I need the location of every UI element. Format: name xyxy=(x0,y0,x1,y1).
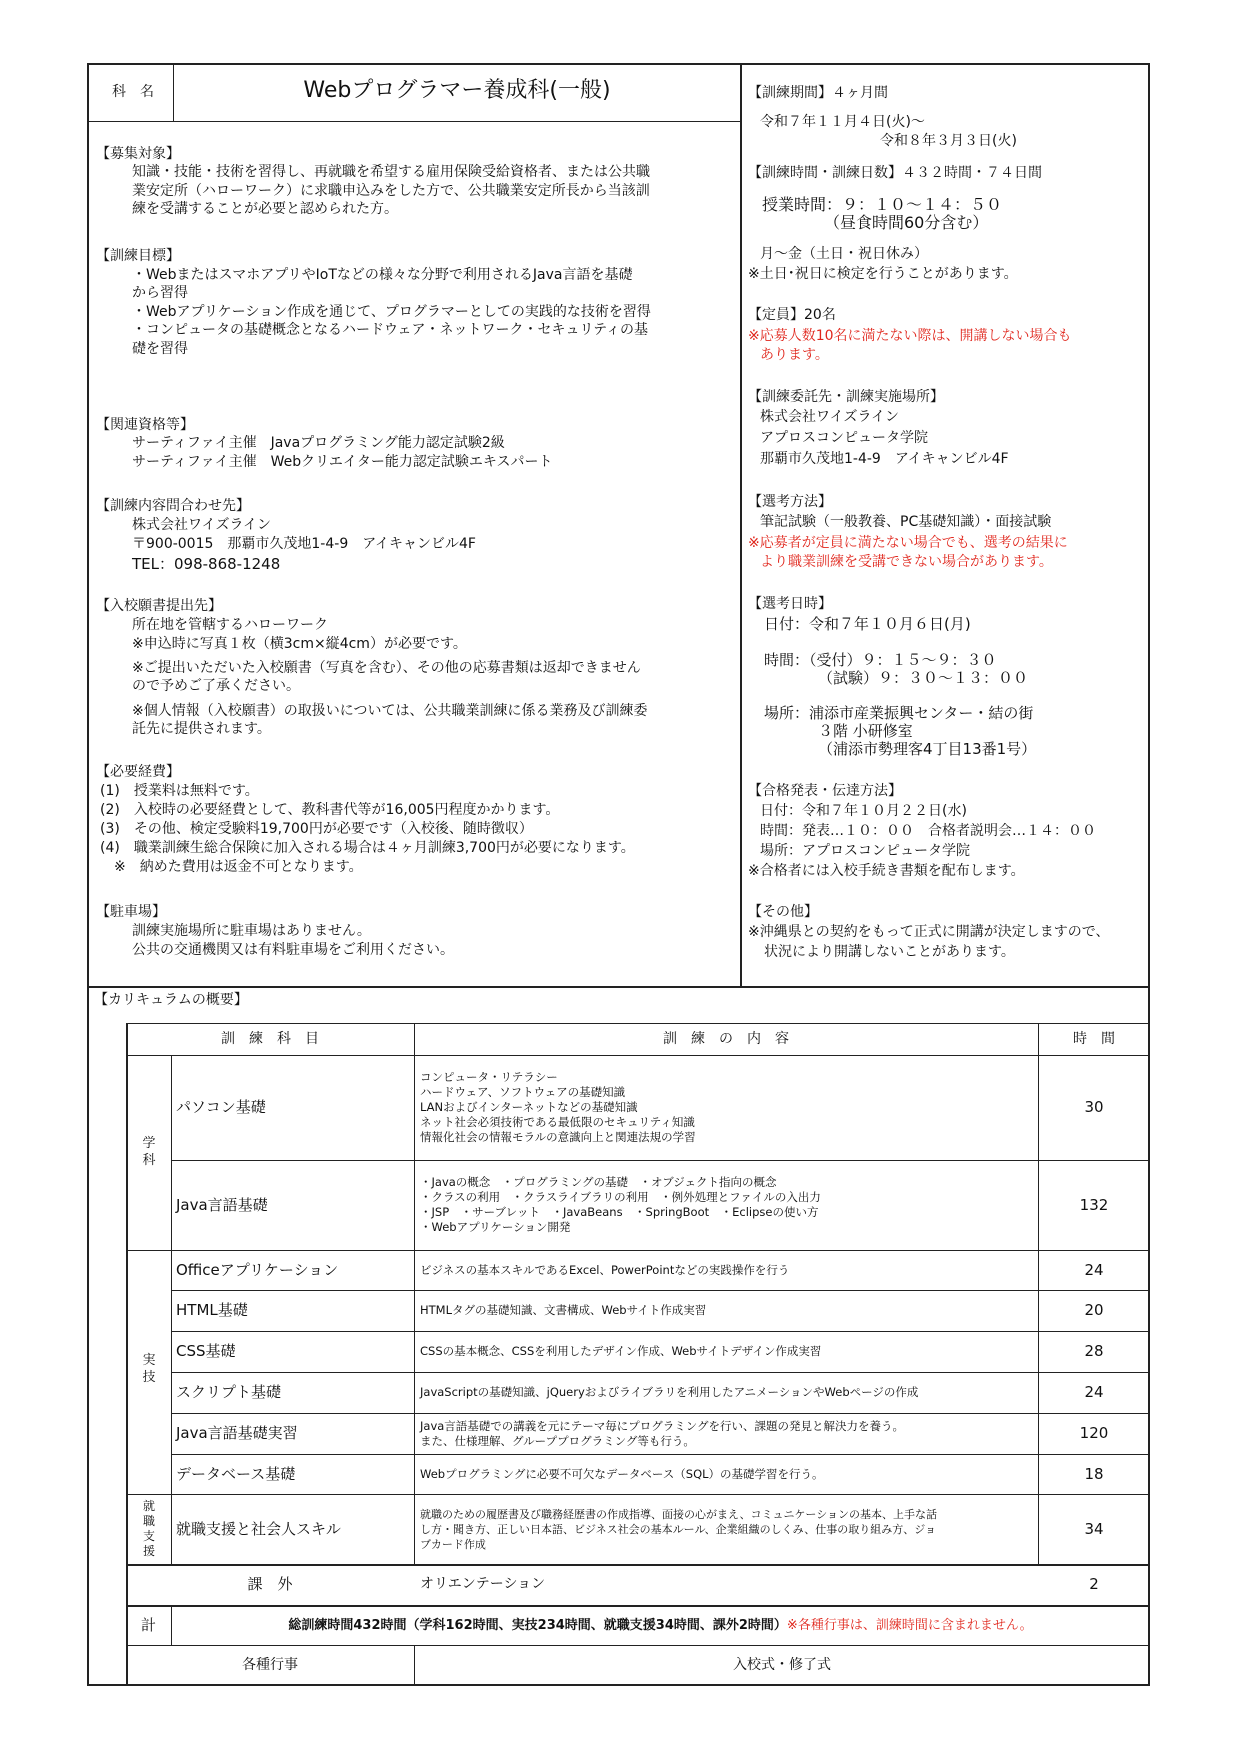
curriculum-heading: 【カリキュラムの概要】 xyxy=(94,992,248,1008)
qualification-item: サーティファイ主催 Webクリエイター能力認定試験エキスパート xyxy=(132,454,553,470)
selection-note: ※応募者が定員に満たない場合でも、選考の結果に xyxy=(748,535,1068,551)
goals-line: から習得 xyxy=(132,285,188,301)
recruit-line: 知識・技能・技術を習得し、再就職を希望する雇用保険受給資格者、または公共職 xyxy=(132,164,650,180)
other-line: ※沖縄県との契約をもって正式に開講が決定しますので、 xyxy=(748,924,1110,940)
row-hours: 132 xyxy=(1079,1195,1109,1214)
row-content-line: し方・聞き方、正しい日本語、ビジネス社会の基本ルール、企業組織のしくみ、仕事の取り組み方、ジョ xyxy=(420,1522,937,1536)
recruit-heading: 【募集対象】 xyxy=(96,146,180,162)
total-note: ※各種行事は、訓練時間に含まれません。 xyxy=(786,1617,1033,1633)
row-content xyxy=(420,1494,1036,1564)
events-value-cell xyxy=(414,1645,1150,1686)
announcement-note: ※合格者には入校手続き書類を配布します。 xyxy=(748,863,1025,879)
row-hours-cell xyxy=(1038,1250,1150,1290)
announcement-line: 日付：令和７年１０月２２日(水) xyxy=(760,803,967,819)
period-heading: 【訓練期間】４ヶ月間 xyxy=(748,85,888,101)
row-hours-cell xyxy=(1038,1290,1150,1331)
group-gakka: 学科 xyxy=(142,1136,156,1168)
table-row xyxy=(176,1494,412,1564)
row-subject: Officeアプリケーション xyxy=(176,1260,339,1279)
training-days: 月～金（土日・祝日休み） xyxy=(760,246,928,262)
table-line xyxy=(171,1055,172,1564)
capacity-heading: 【定員】20名 xyxy=(748,307,836,323)
application-note: ※ご提出いただいた入校願書（写真を含む）、その他の応募書類は返却できません xyxy=(132,660,641,676)
row-hours-cell xyxy=(1038,1564,1150,1605)
selection-note: より職業訓練を受講できない場合があります。 xyxy=(760,554,1053,570)
inquiry-heading: 【訓練内容問合わせ先】 xyxy=(96,498,250,514)
row-hours-cell xyxy=(1038,1494,1150,1564)
row-content-line: ・JSP ・サーブレット ・JavaBeans ・SpringBoot ・Eclipseの使い方 xyxy=(420,1205,819,1219)
group-shushoku: 就職支援 xyxy=(142,1499,155,1558)
row-content-line: ・Webアプリケーション開発 xyxy=(420,1220,571,1234)
application-heading: 【入校願書提出先】 xyxy=(96,598,222,614)
cost-note: ※ 納めた費用は返金不可となります。 xyxy=(100,859,363,875)
header-subject-label: 訓 練 科 目 xyxy=(221,1030,319,1047)
row-content-line: ハードウェア、ソフトウェアの基礎知識 xyxy=(420,1085,626,1099)
cost-item: (3) その他、検定受験料19,700円が必要です（入校後、随時徴収） xyxy=(100,821,533,837)
row-hours-cell xyxy=(1038,1160,1150,1250)
row-content xyxy=(420,1564,1036,1605)
other-line: 状況により開講しないことがあります。 xyxy=(764,944,1015,960)
row-content-line: 就職のための履歴書及び職務経歴書の作成指導、面接の心がまえ、コミュニケーションの基本、上手な話 xyxy=(420,1507,937,1521)
other-heading: 【その他】 xyxy=(748,904,818,920)
total-cell xyxy=(171,1605,1150,1645)
announcement-line: 時間：発表…１０：００ 合格者説明会…１４：００ xyxy=(760,823,1096,839)
total-text: 総訓練時間432時間（学科162時間、実技234時間、就職支援34時間、課外2時間） xyxy=(288,1617,787,1633)
class-time: 授業時間：９：１０～１４：５０ xyxy=(762,195,1003,214)
course-label: 科 名 xyxy=(112,84,154,100)
inquiry-tel: TEL：098-868-1248 xyxy=(132,555,281,573)
inquiry-address: 〒900-0015 那覇市久茂地1-4-9 アイキャンビル4F xyxy=(132,536,476,552)
selection-place: 場所：浦添市産業振興センター・結の街 xyxy=(764,704,1034,722)
contractor-line: 株式会社ワイズライン xyxy=(760,409,900,425)
header-content-label: 訓 練 の 内 容 xyxy=(663,1030,789,1047)
inquiry-company: 株式会社ワイズライン xyxy=(132,517,272,533)
table-row xyxy=(176,1331,412,1372)
row-content-line: LANおよびインターネットなどの基礎知識 xyxy=(420,1100,638,1114)
table-row xyxy=(176,1372,412,1413)
goals-line: ・コンピュータの基礎概念となるハードウェア・ネットワーク・セキュリティの基 xyxy=(132,322,649,338)
period-start: 令和７年１１月４日(火)～ xyxy=(760,114,925,130)
qualifications-heading: 【関連資格等】 xyxy=(96,417,194,433)
events-label: 各種行事 xyxy=(242,1657,298,1673)
row-hours-cell xyxy=(1038,1372,1150,1413)
goals-heading: 【訓練目標】 xyxy=(96,248,180,264)
course-title: Webプログラマー養成科(一般) xyxy=(303,78,611,103)
recruit-line: 業安定所（ハローワーク）に求職申込みをした方で、公共職業安定所長から当該訓 xyxy=(132,183,650,199)
row-hours-cell xyxy=(1038,1454,1150,1494)
table-row xyxy=(176,1290,412,1331)
cost-item: (1) 授業料は無料です。 xyxy=(100,783,259,799)
capacity-note: ※応募人数10名に満たない際は、開講しない場合も xyxy=(748,328,1072,344)
table-row xyxy=(176,1250,412,1290)
capacity-note: あります。 xyxy=(760,347,829,363)
goals-line: ・Webアプリケーション作成を通じて、プログラマーとしての実践的な技術を習得 xyxy=(132,304,651,320)
selection-time-reception: 時間：（受付）９：１５～９：３０ xyxy=(764,651,997,669)
title-row-divider xyxy=(87,121,740,122)
selection-date: 日付：令和７年１０月６日(月) xyxy=(764,615,971,633)
events-value: 入校式・修了式 xyxy=(733,1657,831,1673)
announcement-line: 場所：アプロスコンピュータ学院 xyxy=(760,843,970,859)
table-row xyxy=(176,1055,412,1160)
goals-line: 礎を習得 xyxy=(132,341,188,357)
row-content xyxy=(420,1331,1036,1372)
recruit-line: 練を受講することが必要と認められた方。 xyxy=(132,201,398,217)
total-label-cell xyxy=(126,1605,171,1645)
costs-heading: 【必要経費】 xyxy=(96,764,180,780)
row-hours: 2 xyxy=(1089,1575,1099,1593)
table-row xyxy=(176,1160,412,1250)
row-content-line: ブカード作成 xyxy=(420,1537,486,1551)
row-content-line: ネット社会必須技術である最低限のセキュリティ知識 xyxy=(420,1115,695,1129)
row-content xyxy=(420,1250,1036,1290)
application-note: ので予めご了承ください。 xyxy=(132,678,300,694)
row-content-line: また、仕様理解、グループプログラミング等も行う。 xyxy=(420,1433,695,1448)
row-subject: パソコン基礎 xyxy=(176,1098,266,1116)
selection-date-heading: 【選考日時】 xyxy=(748,596,832,612)
hours-note: ※土日･祝日に検定を行うことがあります。 xyxy=(748,266,1018,282)
row-content-line: コンピュータ・リテラシー xyxy=(420,1070,558,1084)
selection-method: 筆記試験（一般教養、PC基礎知識）・面接試験 xyxy=(760,514,1052,530)
table-row xyxy=(176,1413,412,1454)
total-label: 計 xyxy=(140,1615,156,1634)
selection-place-address: （浦添市勢理客4丁目13番1号） xyxy=(818,740,1037,758)
row-hours: 18 xyxy=(1084,1464,1104,1483)
qualification-item: サーティファイ主催 Javaプログラミング能力認定試験2級 xyxy=(132,435,505,451)
row-hours: 20 xyxy=(1084,1301,1104,1319)
header-hours-label: 時 間 xyxy=(1073,1030,1115,1047)
contractor-heading: 【訓練委託先・訓練実施場所】 xyxy=(748,389,944,405)
row-subject: 課 外 xyxy=(247,1575,293,1593)
header-subject xyxy=(126,1023,414,1055)
row-hours: 24 xyxy=(1084,1260,1104,1279)
group-jitsugi: 実技 xyxy=(142,1353,156,1385)
parking-line: 公共の交通機関又は有料駐車場をご利用ください。 xyxy=(132,942,454,958)
row-content xyxy=(420,1290,1036,1331)
row-content xyxy=(420,1055,1036,1160)
row-content-line: ・Javaの概念 ・プログラミングの基礎 ・オブジェクト指向の概念 xyxy=(420,1175,777,1189)
row-content-line: Webプログラミングに必要不可欠なデータベース（SQL）の基礎学習を行う。 xyxy=(420,1466,824,1481)
table-row xyxy=(126,1564,414,1605)
hours-heading: 【訓練時間・訓練日数】４３２時間・７４日間 xyxy=(748,165,1042,181)
application-note: ※個人情報（入校願書）の取扱いについては、公共職業訓練に係る業務及び訓練委 xyxy=(132,703,648,719)
announcement-heading: 【合格発表・伝達方法】 xyxy=(748,783,902,799)
parking-line: 訓練実施場所に駐車場はありません。 xyxy=(132,923,371,939)
row-content-line: 情報化社会の情報モラルの意識向上と関連法規の学習 xyxy=(420,1130,696,1144)
row-content-line: HTMLタグの基礎知識、文書構成、Webサイト作成実習 xyxy=(420,1303,707,1317)
row-content-line: Java言語基礎での講義を元にテーマ毎にプログラミングを行い、課題の発見と解決力を養う。 xyxy=(420,1418,905,1433)
cost-item: (2) 入校時の必要経費として、教科書代等が16,005円程度かかります。 xyxy=(100,802,560,818)
row-hours: 30 xyxy=(1084,1098,1104,1116)
row-hours: 34 xyxy=(1084,1519,1104,1538)
row-hours: 24 xyxy=(1084,1383,1104,1401)
row-content xyxy=(420,1160,1036,1250)
row-subject: スクリプト基礎 xyxy=(176,1383,282,1401)
header-hours xyxy=(1038,1023,1150,1055)
row-hours: 120 xyxy=(1079,1424,1109,1442)
row-subject: Java言語基礎実習 xyxy=(176,1424,298,1442)
row-subject: CSS基礎 xyxy=(176,1342,236,1360)
row-content xyxy=(420,1454,1036,1494)
goals-line: ・WebまたはスマホアプリやIoTなどの様々な分野で利用されるJava言語を基礎 xyxy=(132,267,633,283)
row-subject: 就職支援と社会人スキル xyxy=(176,1519,341,1538)
row-hours-cell xyxy=(1038,1055,1150,1160)
section-divider xyxy=(87,986,1150,988)
selection-place-room: ３階 小研修室 xyxy=(818,722,913,740)
row-content-line: CSSの基本概念、CSSを利用したデザイン作成、Webサイトデザイン作成実習 xyxy=(420,1344,822,1358)
application-note: 託先に提供されます。 xyxy=(132,721,271,737)
header-content xyxy=(414,1023,1038,1055)
application-line: ※申込時に写真１枚（横3cm×縦4cm）が必要です。 xyxy=(132,636,467,652)
application-line: 所在地を管轄するハローワーク xyxy=(132,617,328,633)
row-hours-cell xyxy=(1038,1331,1150,1372)
row-subject: データベース基礎 xyxy=(176,1464,296,1483)
row-content xyxy=(420,1372,1036,1413)
cost-item: (4) 職業訓練生総合保険に加入される場合は４ヶ月訓練3,700円が必要になります。 xyxy=(100,840,635,856)
row-hours: 28 xyxy=(1084,1342,1104,1360)
column-divider xyxy=(740,63,742,987)
selection-time-exam: （試験）９：３０～１３：００ xyxy=(818,669,1029,687)
table-row xyxy=(176,1454,412,1494)
table-line xyxy=(414,1023,415,1564)
parking-heading: 【駐車場】 xyxy=(96,904,166,920)
row-content-line: JavaScriptの基礎知識、jQueryおよびライブラリを利用したアニメーションやWebページの作成 xyxy=(420,1385,919,1399)
period-end: 令和８年３月３日(火) xyxy=(880,133,1017,149)
row-content xyxy=(420,1413,1036,1454)
lunch-time: （昼食時間60分含む） xyxy=(824,213,989,232)
row-hours-cell xyxy=(1038,1413,1150,1454)
contractor-line: アプロスコンピュータ学院 xyxy=(760,430,928,446)
row-subject: Java言語基礎 xyxy=(176,1195,268,1214)
row-content-line: ビジネスの基本スキルであるExcel、PowerPointなどの実践操作を行う xyxy=(420,1262,790,1277)
selection-heading: 【選考方法】 xyxy=(748,494,832,510)
contractor-line: 那覇市久茂地1-4-9 アイキャンビル4F xyxy=(760,451,1009,467)
row-subject: HTML基礎 xyxy=(176,1301,248,1319)
row-content-line: ・クラスの利用 ・クラスライブラリの利用 ・例外処理とファイルの入出力 xyxy=(420,1190,821,1204)
row-content-line: オリエンテーション xyxy=(420,1576,546,1592)
events-label-cell xyxy=(126,1645,414,1686)
